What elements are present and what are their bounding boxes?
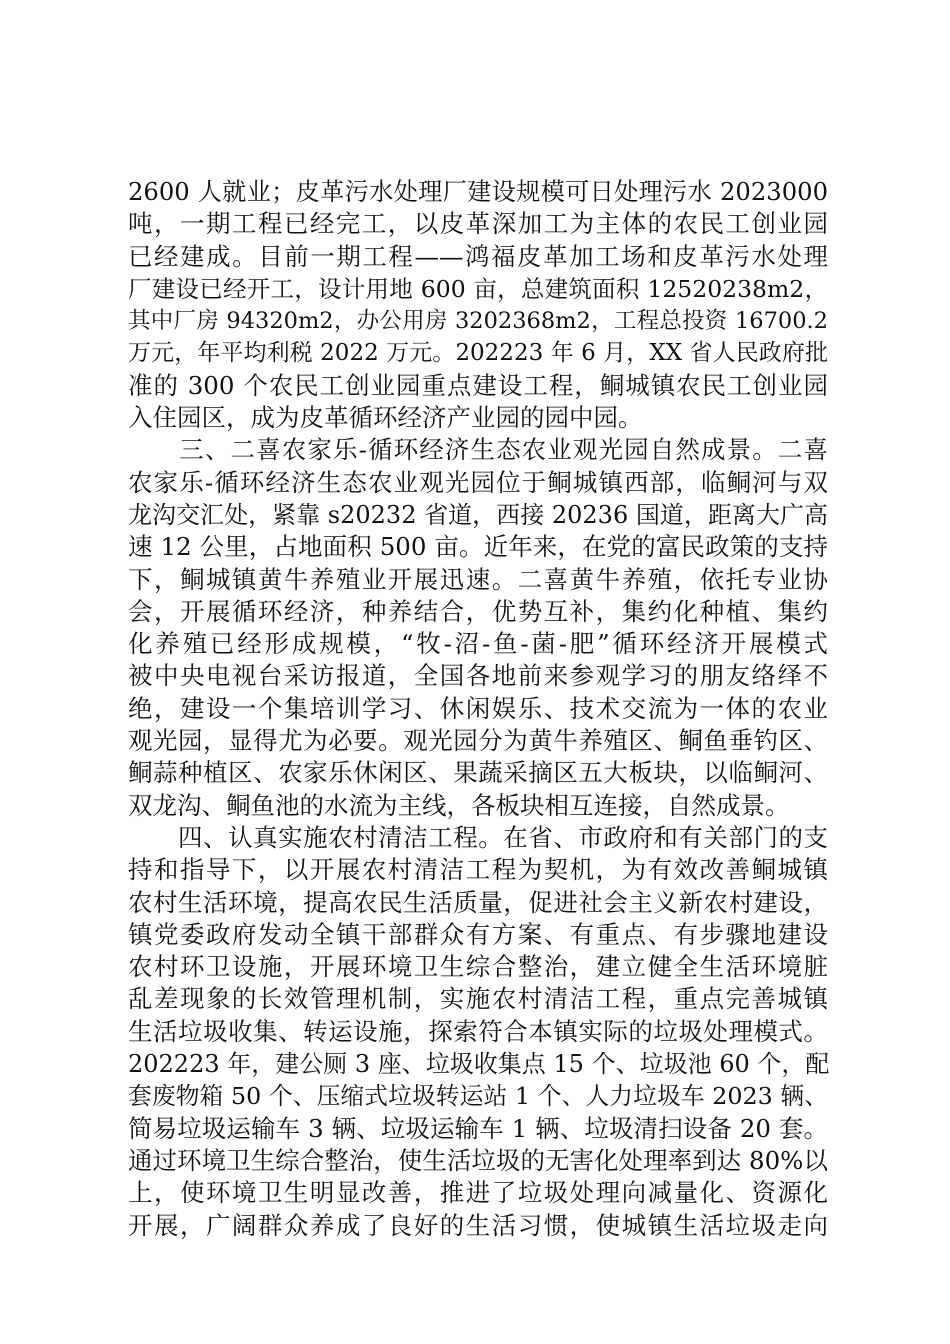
text-line: 双龙沟、鲖鱼池的水流为主线，各板块相互连接，自然成景。	[128, 790, 790, 820]
text-line: 生活垃圾收集、转运设施，探索符合本镇实际的垃圾处理模式。	[128, 1016, 828, 1046]
text-line: 被中央电视台采访报道，全国各地前来参观学习的朋友络绎不	[128, 661, 828, 691]
text-line: 四、认真实施农村清洁工程。在省、市政府和有关部门的支	[128, 822, 828, 852]
text-line: 下，鲖城镇黄牛养殖业开展迅速。二喜黄牛养殖，依托专业协	[128, 564, 828, 594]
text-line: 农家乐-循环经济生态农业观光园位于鲖城镇西部，临鲖河与双	[128, 467, 828, 497]
text-line: 通过环境卫生综合整治，使生活垃圾的无害化处理率到达 80%以	[128, 1145, 828, 1175]
text-line: 吨，一期工程已经完工，以皮革深加工为主体的农民工创业园	[128, 209, 828, 239]
text-line: 鲖蒜种植区、农家乐休闲区、果蔬采摘区五大板块，以临鲖河、	[128, 758, 828, 788]
text-line: 镇党委政府发动全镇干部群众有方案、有重点、有步骤地建设	[128, 919, 828, 949]
text-line: 三、二喜农家乐-循环经济生态农业观光园自然成景。二喜	[128, 435, 828, 465]
text-line: 开展，广阔群众养成了良好的生活习惯，使城镇生活垃圾走向	[128, 1210, 828, 1240]
text-line: 化养殖已经形成规模，“牧-沼-鱼-菌-肥”循环经济开展模式	[128, 629, 828, 659]
paragraph-2	[128, 434, 828, 822]
paragraph-3	[128, 822, 828, 1242]
text-line: 万元，年平均利税 2022 万元。202223 年 6 月，XX 省人民政府批	[128, 340, 828, 367]
text-line: 准的 300 个农民工创业园重点建设工程，鲖城镇农民工创业园	[128, 370, 828, 400]
text-line: 套废物箱 50 个、压缩式垃圾转运站 1 个、人力垃圾车 2023 辆、	[128, 1082, 828, 1111]
text-line: 已经建成。目前一期工程——鸿福皮革加工场和皮革污水处理	[128, 241, 828, 271]
body-text	[128, 176, 828, 1242]
text-line: 农村生活环境，提高农民生活质量，促进社会主义新农村建设，	[128, 887, 828, 917]
text-line: 观光园，显得尤为必要。观光园分为黄牛养殖区、鲖鱼垂钓区、	[128, 726, 828, 756]
text-line: 农村环卫设施，开展环境卫生综合整治，建立健全生活环境脏	[128, 952, 828, 982]
text-line: 简易垃圾运输车 3 辆、垃圾运输车 1 辆、垃圾清扫设备 20 套。	[128, 1113, 828, 1143]
text-line: 其中厂房 94320m2，办公用房 3202368m2，工程总投资 16700.2	[128, 308, 828, 335]
paragraph-1	[128, 176, 828, 434]
text-line: 会，开展循环经济，种养结合，优势互补，集约化种植、集约	[128, 596, 828, 626]
text-line: 龙沟交汇处，紧靠 s20232 省道，西接 20236 国道，距离大广高	[128, 500, 828, 529]
text-line: 202223 年，建公厕 3 座、垃圾收集点 15 个、垃圾池 60 个，配	[128, 1050, 830, 1079]
text-line: 乱差现象的长效管理机制，实施农村清洁工程，重点完善城镇	[128, 984, 828, 1014]
text-line: 2600 人就业；皮革污水处理厂建设规模可日处理污水 2023000	[128, 177, 828, 206]
text-line: 厂建设已经开工，设计用地 600 亩，总建筑面积 12520238m2，	[128, 274, 828, 303]
text-line: 持和指导下，以开展农村清洁工程为契机，为有效改善鲖城镇	[128, 855, 828, 885]
text-line: 绝，建设一个集培训学习、休闲娱乐、技术交流为一体的农业	[128, 693, 828, 723]
text-line: 入住园区，成为皮革循环经济产业园的园中园。	[128, 403, 643, 433]
text-line: 速 12 公里，占地面积 500 亩。近年来，在党的富民政策的支持	[128, 532, 828, 562]
text-line: 上，使环境卫生明显改善，推进了垃圾处理向减量化、资源化	[128, 1178, 828, 1208]
